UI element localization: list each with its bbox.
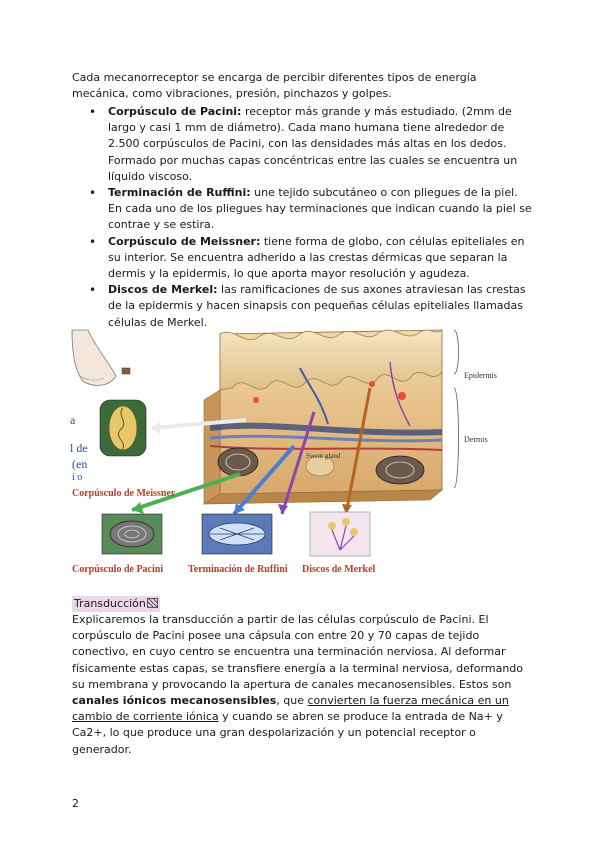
emoji-placeholder-icon <box>147 598 158 608</box>
receptor-name: Terminación de Ruffini: <box>108 186 251 200</box>
receptor-description: une tejido subcutáneo o con pliegues de la piel. En cada uno de los pliegues hay terminaciones que indican cuando la piel se contrae y se estira. <box>108 186 532 232</box>
pacini-inset <box>102 514 162 554</box>
receptor-list <box>72 104 532 331</box>
transduction-text-2: , que <box>276 694 308 708</box>
meissner-inset <box>100 400 146 456</box>
merkel-label: Discos de Merkel <box>302 564 376 575</box>
fragment-io: i o <box>72 472 83 483</box>
fragment-en: (en <box>72 457 88 471</box>
list-item <box>72 104 532 185</box>
transduction-text-1: Explicaremos la transducción a partir de las células corpúsculo de Pacini. El corpúsculo de Pacini posee una cápsula con entre 20 y 70 capas de tejido conectivo, en cuyo centro se encuentra una terminación nerviosa. Al deformar físicamente estas capas, se transfiere energía a la terminal nerviosa, deformando su membrana y provocando la apertura de canales mecanosensibles. Estos son <box>72 613 523 691</box>
list-item <box>72 234 532 283</box>
epidermis-label: Epidermis <box>464 371 497 380</box>
receptor-name: Corpúsculo de Pacini: <box>108 105 242 118</box>
receptor-description: receptor más grande y más estudiado. (2mm de largo y casi 1 mm de diámetro). Cada mano humana tiene alrededor de 2.500 corpúsculos de Pacini, con las densidades más altas en los dedos. Formado por muchas capas concéntricas entre las cuales se encuentra un líquido viscoso. <box>108 105 518 183</box>
receptor-name: Discos de Merkel: <box>108 283 218 297</box>
ruffini-inset <box>202 514 272 554</box>
sweat-gland-label: Sweat gland <box>306 452 341 460</box>
merkel-inset <box>310 512 370 556</box>
transduction-text-3: y cuando se abren se produce la entrada de Na+ y Ca2+, lo que produce una gran despolarización y un potencial receptor o generador. <box>72 710 503 756</box>
transduction-underlined: convierten la fuerza mecánica en un cambio de corriente iónica <box>72 694 509 724</box>
fragment-a: a <box>70 413 76 427</box>
skin-cross-section <box>204 330 442 504</box>
pacini-label: Corpúsculo de Pacini <box>72 564 164 575</box>
page-number: 2 <box>72 797 79 810</box>
skin-mechanoreceptor-figure <box>70 328 525 576</box>
fragment-l-de: l de <box>70 441 88 455</box>
section-title-text: Transducción <box>74 597 146 610</box>
transduction-paragraph <box>72 612 532 758</box>
dermis-label: Dermis <box>464 435 488 444</box>
transduction-bold: canales iónicos mecanosensibles <box>72 694 277 708</box>
list-item <box>72 185 532 234</box>
receptor-description: tiene forma de globo, con células epiteliales en su interior. Se encuentra adherido a las crestas dérmicas que separan la dermis y la epidermis, lo que aporta mayor resolución y agudeza. <box>108 234 525 281</box>
ruffini-label: Terminación de Ruffini <box>188 564 288 575</box>
receptor-description: las ramificaciones de sus axones atraviesan las crestas de la epidermis y hacen sinapsis con pequeñas células epiteliales llamadas células de Merkel. <box>108 283 526 329</box>
finger-illustration <box>72 330 130 385</box>
meissner-label: Corpúsculo de Meissner <box>72 488 176 499</box>
section-heading-transduccion <box>72 596 160 612</box>
layer-brackets <box>454 330 459 488</box>
list-item <box>72 282 532 331</box>
receptor-name: Corpúsculo de Meissner: <box>108 234 261 248</box>
intro-paragraph: Cada mecanorreceptor se encarga de percibir diferentes tipos de energía mecánica, como vibraciones, presión, pinchazos y golpes. <box>72 71 477 101</box>
